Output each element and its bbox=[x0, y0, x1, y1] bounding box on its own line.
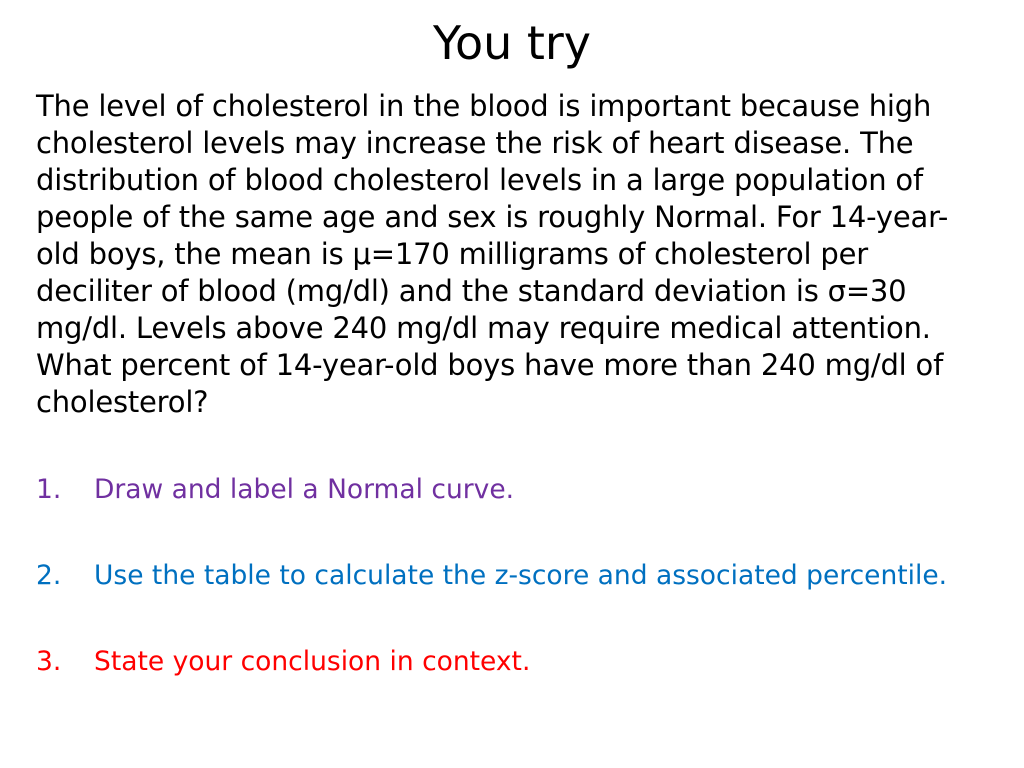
step-item-2 bbox=[36, 558, 976, 593]
step-item-3 bbox=[36, 644, 976, 679]
problem-paragraph: The level of cholesterol in the blood is important because high cholesterol levels may increase the risk of heart disease. The distribution of blood cholesterol levels in a large population of people of the same age and sex is roughly Normal. For 14-year-old boys, the mean is μ=170 milligrams of cholesterol per deciliter of blood (mg/dl) and the standard deviation is σ=30 mg/dl. Levels above 240 mg/dl may require medical attention. What percent of 14-year-old boys have more than 240 mg/dl of cholesterol? bbox=[36, 89, 949, 419]
step-number-1: 1. bbox=[36, 474, 62, 505]
slide-title: You try bbox=[432, 16, 592, 70]
step-text-2: Use the table to calculate the z-score and associated percentile. bbox=[94, 560, 948, 591]
step-item-1 bbox=[36, 472, 976, 507]
steps-list bbox=[36, 472, 976, 679]
step-text-3: State your conclusion in context. bbox=[94, 646, 531, 677]
step-number-3: 3. bbox=[36, 646, 62, 677]
step-text-1: Draw and label a Normal curve. bbox=[94, 474, 515, 505]
step-number-2: 2. bbox=[36, 560, 62, 591]
